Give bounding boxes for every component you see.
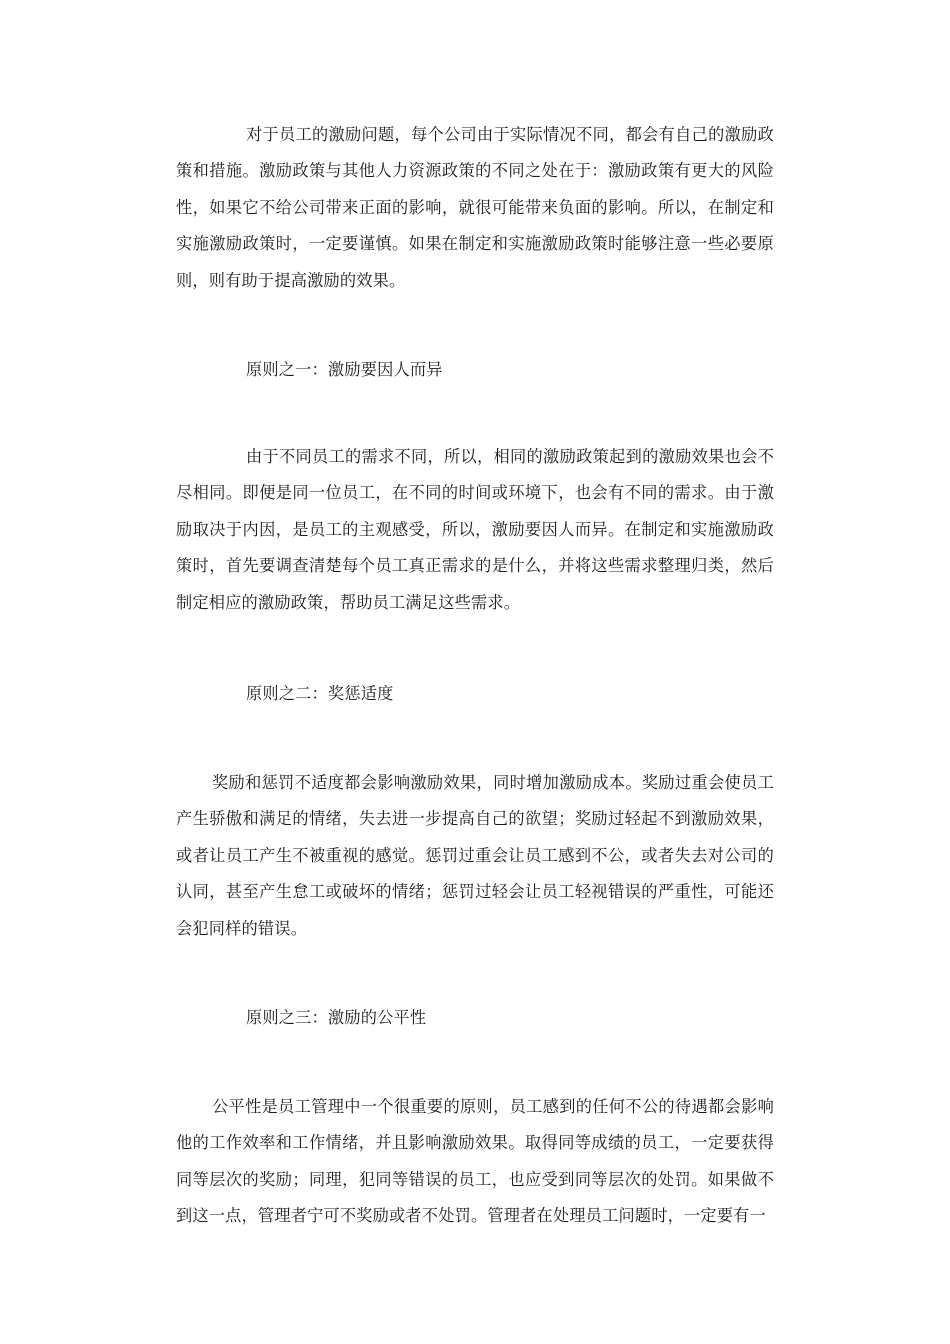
section-heading-1: 原则之一：激励要因人而异 [246, 360, 443, 379]
section-body-1: 由于不同员工的需求不同，所以，相同的激励政策起到的激励效果也会不尽相同。即便是同一位员工，在不同的时间或环境下，也会有不同的需求。由于激励取决于内因，是员工的主观感受，所以，激励要因人而异。在制定和实施激励政策时，首先要调查清楚每个员工真正需求的是什么，并将这些需求整理归类，然后制定相应的激励政策，帮助员工满足这些需求。 [176, 447, 774, 612]
section-heading-3: 原则之三：激励的公平性 [246, 1008, 427, 1027]
section-body-2: 奖励和惩罚不适度都会影响激励效果，同时增加激励成本。奖励过重会使员工产生骄傲和满足的情绪，失去进一步提高自己的欲望；奖励过轻起不到激励效果，或者让员工产生不被重视的感觉。惩罚过重会让员工感到不公，或者失去对公司的认同，甚至产生怠工或破坏的情绪；惩罚过轻会让员工轻视错误的严重性，可能还会犯同样的错误。 [176, 773, 774, 938]
section-heading-2: 原则之二：奖惩适度 [246, 684, 394, 703]
intro-paragraph: 对于员工的激励问题，每个公司由于实际情况不同，都会有自己的激励政策和措施。激励政策与其他人力资源政策的不同之处在于：激励政策有更大的风险性，如果它不给公司带来正面的影响，就很可能带来负面的影响。所以，在制定和实施激励政策时，一定要谨慎。如果在制定和实施激励政策时能够注意一些必要原则，则有助于提高激励的效果。 [176, 125, 774, 290]
section-body-3: 公平性是员工管理中一个很重要的原则，员工感到的任何不公的待遇都会影响他的工作效率和工作情绪，并且影响激励效果。取得同等成绩的员工，一定要获得同等层次的奖励；同理，犯同等错误的员工，也应受到同等层次的处罚。如果做不到这一点，管理者宁可不奖励或者不处罚。管理者在处理员工问题时，一定要有一 [176, 1097, 774, 1226]
